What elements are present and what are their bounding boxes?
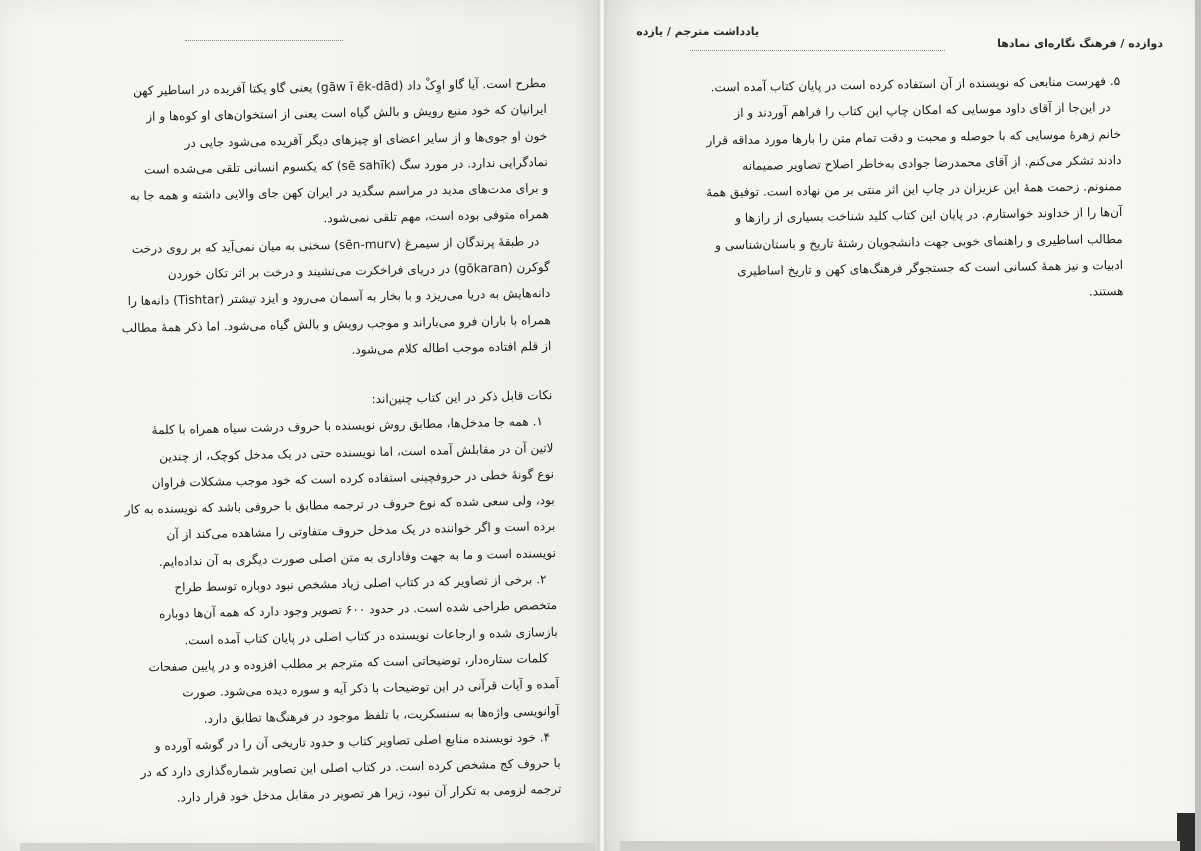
right-running-head: دوازده / فرهنگ نگاره‌ای نمادها — [997, 37, 1163, 50]
section-heading: نکات قابل ذکر در این کتاب چنین‌اند: — [371, 387, 553, 407]
text-line: دانه‌هایش به دریا می‌ریزد و با بخار به آسمان می‌رود و ایزد تیشتر (Tishtar) دانه‌ها را — [127, 286, 551, 309]
text-line: خون او جوی‌ها و از سایر اعضای او چیزهای دیگر آفریده می‌شود جایی در — [184, 128, 548, 150]
text-line: ۴. خود نویسنده منابع اصلی تصاویر کتاب و حدود تاریخی آن را در گوشه آورده و — [154, 729, 551, 753]
text-line: خانم زهرهٔ موسایی که با حوصله و محبت و دقت تمام متن را بارها مورد مداقه قرار — [706, 126, 1122, 148]
right-text-block — [660, 68, 1124, 312]
right-page-bottom-edge — [620, 841, 1180, 851]
text-line: با حروف کج مشخص کرده است. در کتاب اصلی این تصاویر شماره‌گذاری دارد که در — [140, 756, 561, 780]
text-line: آمده و آیات قرآنی در این توضیحات با ذکر آیه و سوره دیده می‌شود. صورت — [182, 677, 560, 700]
left-page-bottom-edge — [20, 843, 595, 851]
right-head-dotted-rule — [690, 50, 945, 51]
text-line: گوکرن (gōkaran) در دریای فراخکرت می‌نشیند و درخت بر اثر تکان خوردن — [167, 260, 550, 282]
text-line: همراه با باران فرو می‌باراند و موجب رویش و بالش گیاه می‌شود. اما ذکر همهٔ مطالب — [121, 312, 551, 335]
text-line: ۲. برخی از تصاویر که در کتاب اصلی زیاد مشخص نبود دوباره توسط طراح — [174, 572, 547, 595]
text-line: آوانویسی واژه‌ها به سنسکریت، با تلفظ موجود در فرهنگ‌ها تطابق دارد. — [203, 703, 560, 726]
left-head-dotted-rule — [185, 40, 343, 41]
left-text-block-bottom — [92, 382, 561, 813]
text-line: ۵. فهرست منابعی که نویسنده از آن استفاده کرده است در پایان کتاب آمده است. — [710, 73, 1121, 95]
text-line: نوع گونهٔ خطی در حروفچینی استفاده کرده است که خود موجب مشکلات فراوان — [151, 466, 555, 490]
page-edge — [1195, 0, 1201, 851]
text-line: ممنونم. زحمت همهٔ این عزیزان در چاپ این اثر منتی بر من نهاده است. توفیق همهٔ — [706, 179, 1122, 200]
text-line: متخصص طراحی شده است. در حدود ۶۰۰ تصویر وجود دارد که همه آن‌ها دوباره — [158, 598, 558, 622]
text-line: لاتین آن در مقابلش آمده است، اما نویسنده حتی در یک مدخل کوچک، از چندین — [158, 440, 554, 464]
text-line: کلمات ستاره‌دار، توضیحاتی است که مترجم بر مطلب افزوده و در پایین صفحات — [148, 651, 549, 675]
text-line: هستند. — [1088, 284, 1124, 299]
text-line: برده است و اگر خواننده در یک مدخل حروف متفاوتی را مشاهده می‌کند از آن — [166, 519, 556, 543]
text-line: مطرح است. آیا گاو اوِکْ داد (gāw ī ēk-dād) یعنی گاو یکتا آفریده در اساطیر کهن — [132, 75, 547, 98]
text-line: ۱. همه جا مدخل‌ها، مطابق روش نویسنده با حروف درشت سیاه همراه با کلمهٔ — [151, 414, 544, 438]
text-line: بازسازی شده و ارجاعات نویسنده در کتاب اصلی در پایان کتاب آمده است. — [184, 624, 558, 648]
text-line: از قلم افتاده موجب اطاله کلام می‌شود. — [351, 338, 552, 357]
left-running-head: یادداشت مترجم / یازده — [636, 25, 759, 38]
text-line: بود، ولی سعی شده که نوع حروف در ترجمه مطابق با حروفی باشد که نویسنده به کار — [124, 493, 555, 517]
text-line: در این‌جا از آقای داود موسایی که امکان چاپ این کتاب را فراهم آوردند و از — [734, 100, 1111, 121]
text-line: نویسنده است و ما به جهت وفاداری به متن اصلی صورت دیگری به آن نداده‌ایم. — [158, 545, 557, 569]
text-line: دادند تشکر می‌کنم. از آقای محمدرضا جوادی به‌خاطر اصلاح تصاویر صمیمانه — [742, 152, 1122, 173]
text-line: نمادگرایی ندارد. در مورد سگ (sē sahīk) که یکسوم انسانی تلقی می‌شده است — [143, 154, 548, 177]
text-line: همراه متوفی بوده است، مهم تلقی نمی‌شود. — [323, 207, 549, 226]
book-gutter — [598, 0, 606, 851]
text-line: ادبیات و نیز همهٔ کسانی است که جستجوگر فرهنگ‌های کهن و تاریخ اساطیری — [737, 258, 1124, 279]
text-line: ترجمه لزومی به تکرار آن نبود، زیرا هر تصویر در مقابل مدخل خود قرار دارد. — [176, 782, 562, 806]
text-line: در طبقهٔ پرندگان از سیمرغ (sēn-murv) سخنی به میان نمی‌آید که بر روی درخت — [131, 233, 540, 256]
text-line: و برای مدت‌های مدید در مراسم سگدید در ایران کهن جای والایی داشته و همه جا به — [129, 181, 549, 204]
text-line: مطالب اساطیری و راهنمای خوبی جهت دانشجویان رشتهٔ تاریخ و باستان‌شناسی و — [714, 231, 1123, 253]
left-text-block-top — [76, 70, 551, 368]
text-line: آن‌ها را از خداوند خواستارم. در پایان این کتاب کلید شناخت بسیاری از رازها و — [735, 205, 1123, 226]
text-line: ایرانیان که خود منبع رویش و بالش گیاه است یعنی از استخوان‌های او کوه‌ها و از — [146, 102, 547, 124]
